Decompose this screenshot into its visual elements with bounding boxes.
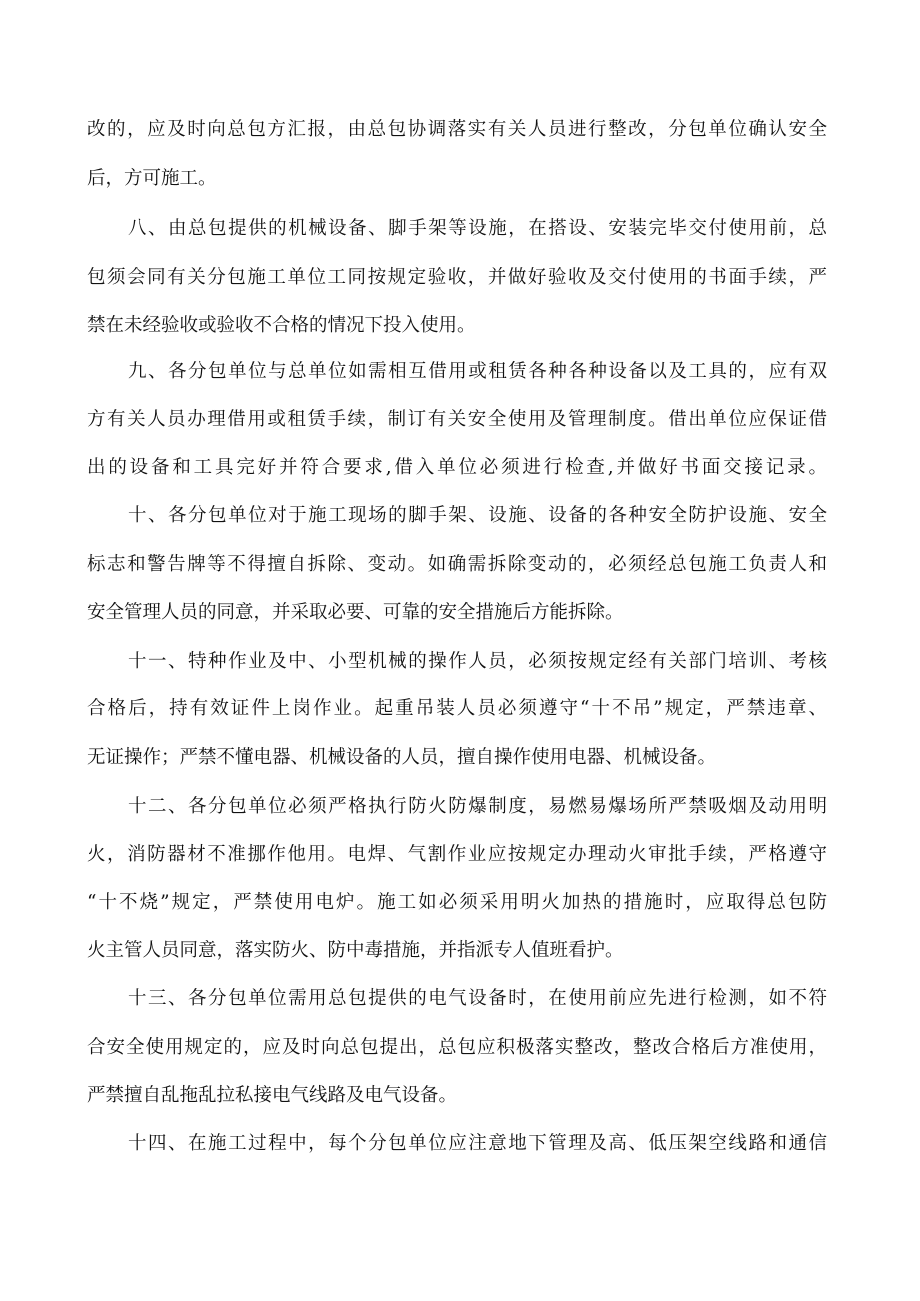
- text-line: 无证操作；严禁不懂电器、机械设备的人员，擅自操作使用电器、机械设备。: [87, 747, 717, 768]
- text-line: 十一、特种作业及中、小型机械的操作人员，必须按规定经有关部门培训、考核: [128, 651, 827, 672]
- text-line: 八、由总包提供的机械设备、脚手架等设施，在搭设、安装完毕交付使用前，总: [128, 218, 827, 239]
- text-line: 包须会同有关分包施工单位工同按规定验收，并做好验收及交付使用的书面手续，严: [87, 267, 827, 288]
- text-line: 火，消防器材不准挪作他用。电焊、气割作业应按规定办理动火审批手续，严格遵守: [87, 844, 827, 865]
- text-line: 严禁擅自乱拖乱拉私接电气线路及电气设备。: [87, 1085, 458, 1106]
- text-line: 改的，应及时向总包方汇报，由总包协调落实有关人员进行整改，分包单位确认安全: [87, 119, 827, 140]
- text-line: 十四、在施工过程中，每个分包单位应注意地下管理及高、低压架空线路和通信: [128, 1133, 827, 1154]
- text-line: 九、各分包单位与总单位如需相互借用或租赁各种各种设备以及工具的，应有双: [128, 361, 827, 382]
- text-line: 标志和警告牌等不得擅自拆除、变动。如确需拆除变动的，必须经总包施工负责人和: [87, 554, 827, 575]
- text-line: 方有关人员办理借用或租赁手续，制订有关安全使用及管理制度。借出单位应保证借: [87, 409, 827, 430]
- text-line: 禁在未经验收或验收不合格的情况下投入使用。: [87, 315, 476, 336]
- text-line: 出的设备和工具完好并符合要求,借入单位必须进行检查,并做好书面交接记录。: [87, 457, 827, 478]
- text-line: 十二、各分包单位必须严格执行防火防爆制度，易燃易爆场所严禁吸烟及动用明: [128, 796, 827, 817]
- text-line: 十、各分包单位对于施工现场的脚手架、设施、设备的各种安全防护设施、安全: [128, 505, 827, 526]
- text-line: 火主管人员同意，落实防火、防中毒措施，并指派专人值班看护。: [87, 940, 624, 961]
- text-line: 合安全使用规定的，应及时向总包提出，总包应积极落实整改，整改合格后方准使用，: [87, 1037, 827, 1058]
- text-line: “十不烧”规定，严禁使用电炉。施工如必须采用明火加热的措施时，应取得总包防: [87, 892, 827, 913]
- text-line: 十三、各分包单位需用总包提供的电气设备时，在使用前应先进行检测，如不符: [128, 988, 827, 1009]
- text-line: 合格后，持有效证件上岗作业。起重吊装人员必须遵守“十不吊”规定，严禁违章、: [87, 698, 827, 719]
- text-line: 后，方可施工。: [87, 168, 217, 189]
- text-line: 安全管理人员的同意，并采取必要、可靠的安全措施后方能拆除。: [87, 602, 624, 623]
